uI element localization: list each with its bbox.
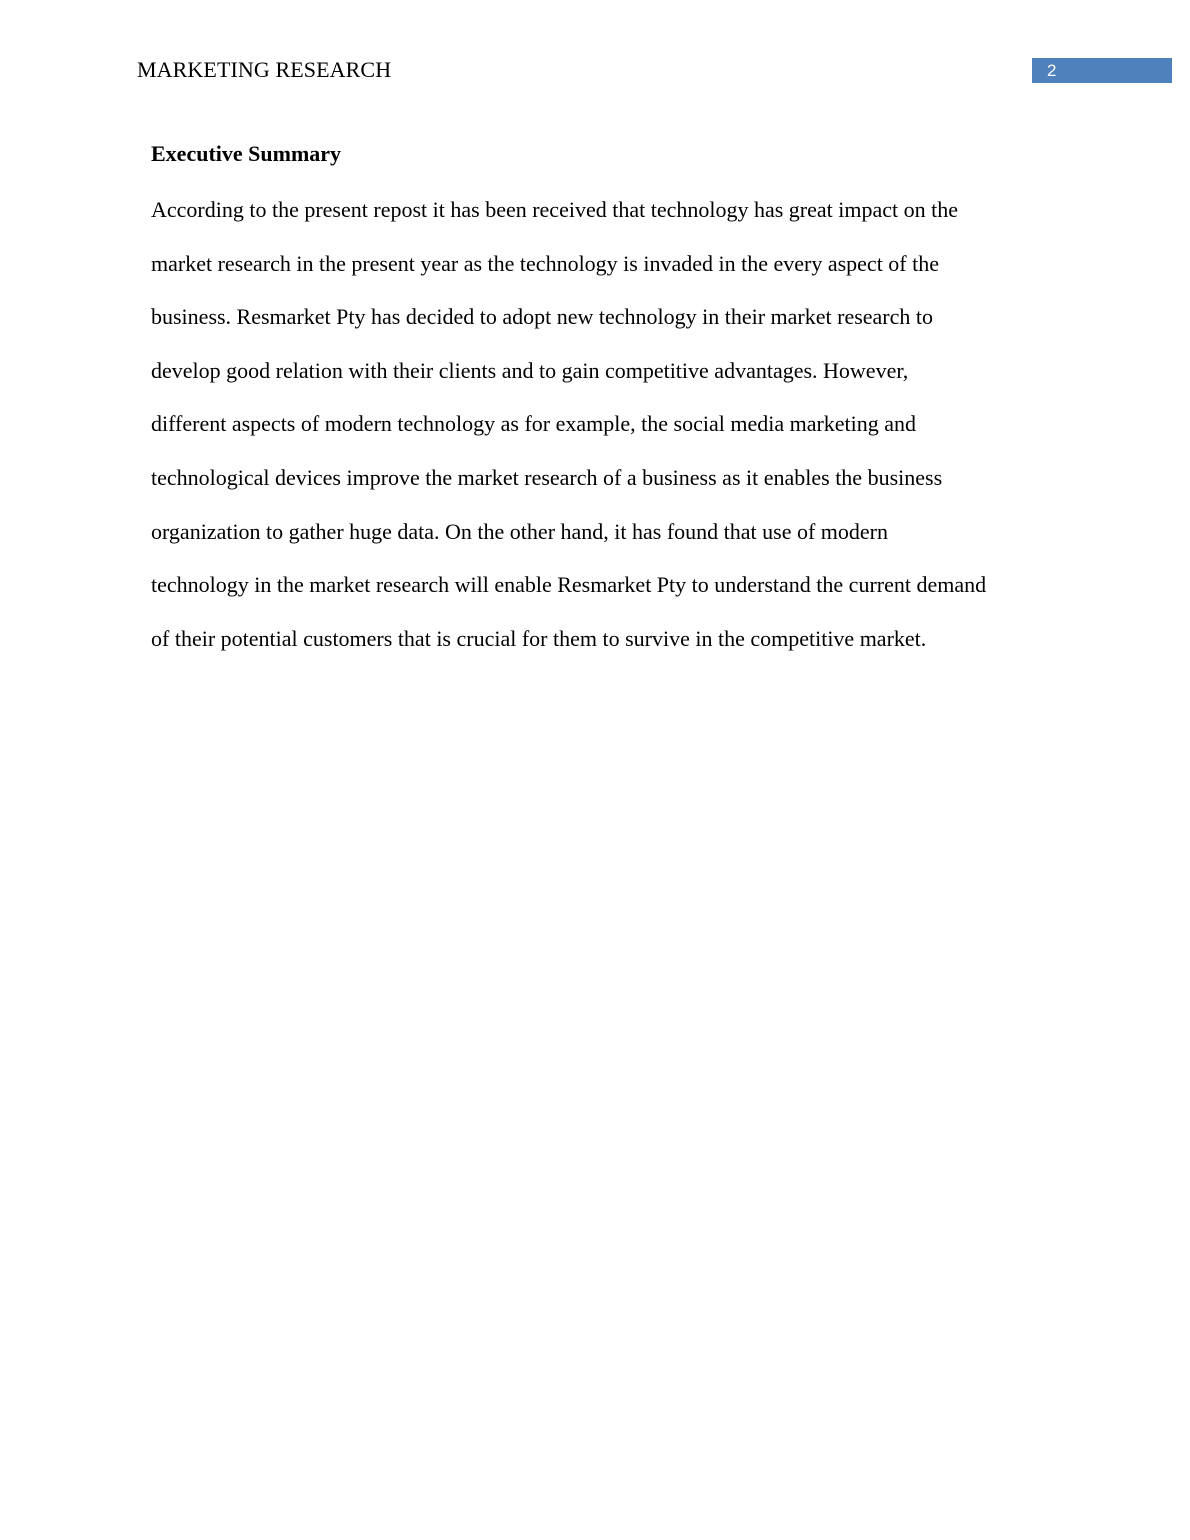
section-heading: Executive Summary	[151, 141, 342, 166]
page-number: 2	[1047, 61, 1057, 80]
paragraph-line: different aspects of modern technology as for example, the social media marketing and	[151, 411, 917, 437]
paragraph-line: According to the present repost it has been received that technology has great impact on the	[151, 197, 958, 222]
executive-summary-section	[151, 138, 1051, 665]
paragraph-line: technology in the market research will enable Resmarket Pty to understand the current demand	[151, 572, 987, 598]
page-number-box	[1032, 58, 1172, 83]
paragraph-line: technological devices improve the market research of a business as it enables the business	[151, 464, 943, 490]
paragraph-line: market research in the present year as the technology is invaded in the every aspect of the	[151, 250, 940, 276]
running-head: MARKETING RESEARCH	[137, 57, 392, 82]
paragraph-line: organization to gather huge data. On the other hand, it has found that use of modern	[151, 518, 888, 544]
summary-paragraph	[151, 183, 1051, 665]
paragraph-line: develop good relation with their clients and to gain competitive advantages. However,	[151, 357, 909, 383]
paragraph-line: business. Resmarket Pty has decided to adopt new technology in their market research to	[151, 304, 934, 330]
paragraph-line: of their potential customers that is crucial for them to survive in the competitive market.	[151, 625, 927, 651]
